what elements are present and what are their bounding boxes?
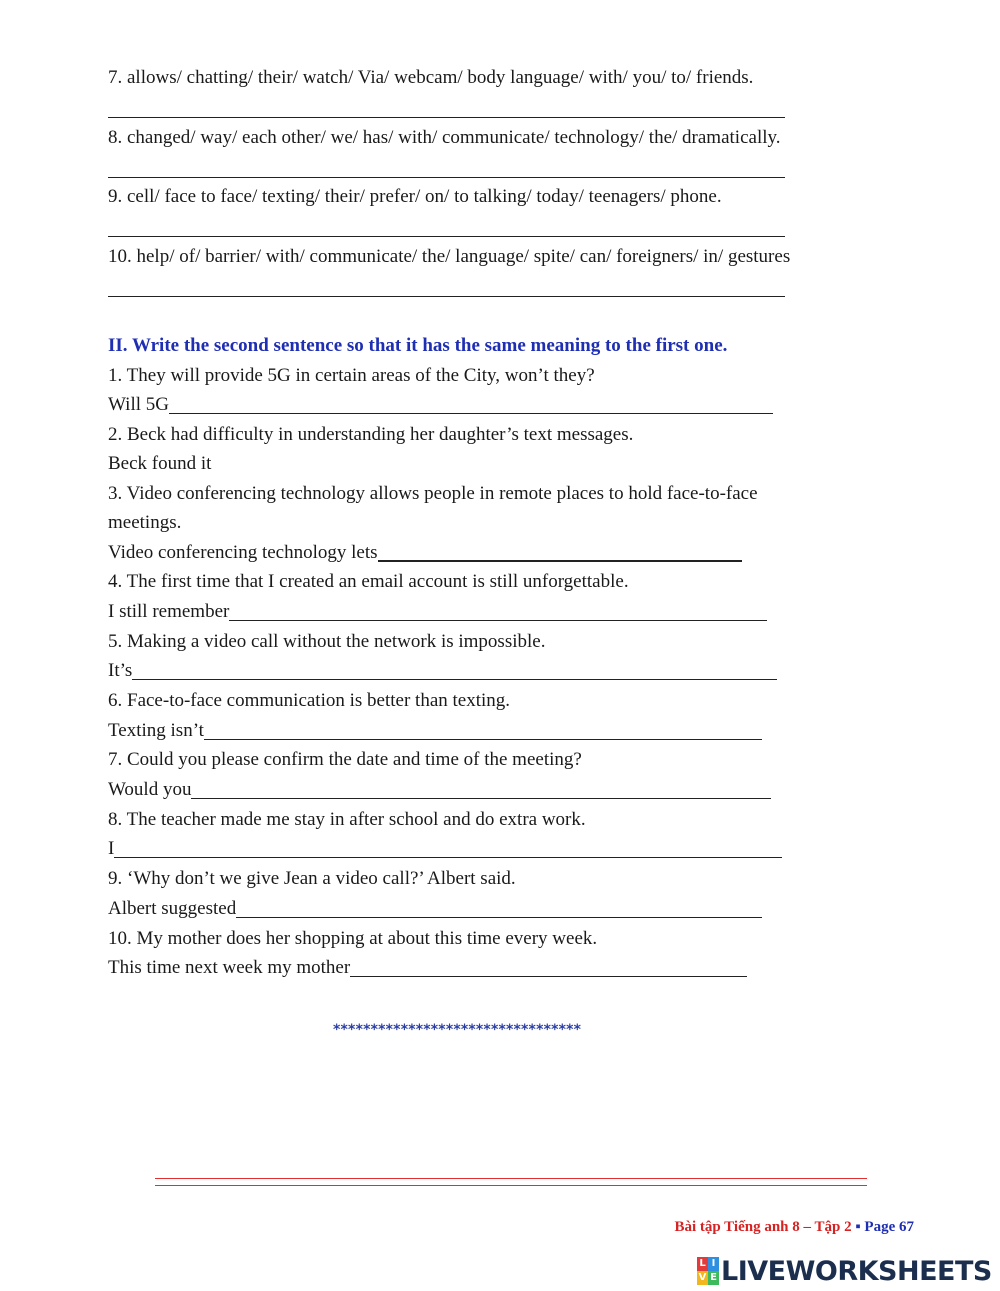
part2-answer-row-4 xyxy=(108,600,767,624)
part2-question-2: 2. Beck had difficulty in understanding her daughter’s text messages. xyxy=(108,424,634,445)
answer-prompt: I xyxy=(108,838,115,859)
brand-name: LIVEWORKSHEETS xyxy=(721,1255,992,1287)
answer-input-7[interactable] xyxy=(191,779,771,799)
logo-letter: I xyxy=(708,1257,719,1271)
logo-letter: E xyxy=(708,1271,719,1285)
part1-answer-line-10[interactable] xyxy=(108,296,785,297)
answer-input-2[interactable] xyxy=(211,453,651,473)
answer-prompt: This time next week my mother xyxy=(108,957,351,978)
answer-input-4[interactable] xyxy=(229,601,767,621)
answer-input-3[interactable] xyxy=(378,541,742,562)
answer-input-6[interactable] xyxy=(204,720,762,740)
part1-item-10: 10. help/ of/ barrier/ with/ communicate/ the/ language/ spite/ can/ foreigners/ in/ gestures xyxy=(108,246,791,267)
answer-prompt: Would you xyxy=(108,779,192,800)
part2-answer-row-9 xyxy=(108,897,762,921)
part2-answer-row-10 xyxy=(108,956,747,980)
footer-divider xyxy=(155,1178,867,1186)
part1-item-8: 8. changed/ way/ each other/ we/ has/ with/ communicate/ technology/ the/ dramatically. xyxy=(108,127,781,148)
answer-prompt: Albert suggested xyxy=(108,898,237,919)
star-separator: ********************************* xyxy=(333,1022,582,1038)
part2-question-7: 7. Could you please confirm the date and time of the meeting? xyxy=(108,749,582,770)
part2-question-3-cont: meetings. xyxy=(108,512,182,533)
part2-question-8: 8. The teacher made me stay in after school and do extra work. xyxy=(108,809,586,830)
part2-answer-row-3 xyxy=(108,541,742,565)
part2-question-4: 4. The first time that I created an email account is still unforgettable. xyxy=(108,571,629,592)
part2-question-9: 9. ‘Why don’t we give Jean a video call?’ Albert said. xyxy=(108,868,516,889)
part1-item-9: 9. cell/ face to face/ texting/ their/ prefer/ on/ to talking/ today/ teenagers/ phone. xyxy=(108,186,722,207)
logo-letter: V xyxy=(698,1272,707,1283)
answer-prompt: Beck found it xyxy=(108,453,212,474)
part1-answer-line-8[interactable] xyxy=(108,177,785,178)
answer-prompt: It’s xyxy=(108,660,133,681)
part2-question-3: 3. Video conferencing technology allows people in remote places to hold face-to-face xyxy=(108,483,758,504)
part2-answer-row-5 xyxy=(108,659,777,683)
footer-page-number: Page 67 xyxy=(864,1219,914,1235)
answer-prompt: Video conferencing technology lets xyxy=(108,542,378,563)
answer-input-8[interactable] xyxy=(114,838,782,858)
part2-answer-row-6 xyxy=(108,719,762,743)
liveworksheets-brand xyxy=(697,1254,992,1288)
part1-answer-line-9[interactable] xyxy=(108,236,785,237)
footer-bullet: ▪ xyxy=(855,1219,861,1235)
answer-input-5[interactable] xyxy=(132,660,777,680)
liveworksheets-logo-icon xyxy=(697,1257,719,1285)
answer-input-10[interactable] xyxy=(350,957,747,977)
part2-answer-row-1 xyxy=(108,393,773,417)
part2-section-title: II. Write the second sentence so that it has the same meaning to the first one. xyxy=(108,335,728,356)
part2-question-6: 6. Face-to-face communication is better than texting. xyxy=(108,690,511,711)
footer-book-title: Bài tập Tiếng anh 8 – Tập 2 xyxy=(674,1219,852,1235)
page-footer xyxy=(674,1219,914,1236)
answer-prompt: Texting isn’t xyxy=(108,720,204,741)
part2-question-5: 5. Making a video call without the network is impossible. xyxy=(108,631,546,652)
part2-question-10: 10. My mother does her shopping at about this time every week. xyxy=(108,928,598,949)
part1-answer-line-7[interactable] xyxy=(108,117,785,118)
part1-item-7: 7. allows/ chatting/ their/ watch/ Via/ webcam/ body language/ with/ you/ to/ friends. xyxy=(108,67,754,88)
logo-letter: L xyxy=(697,1257,708,1271)
answer-input-1[interactable] xyxy=(169,394,773,414)
part2-answer-row-2 xyxy=(108,452,651,476)
part2-answer-row-8 xyxy=(108,837,782,861)
answer-input-9[interactable] xyxy=(236,898,762,918)
answer-prompt: Will 5G xyxy=(108,394,169,415)
answer-prompt: I still remember xyxy=(108,601,230,622)
part2-answer-row-7 xyxy=(108,778,771,802)
part2-question-1: 1. They will provide 5G in certain areas of the City, won’t they? xyxy=(108,365,595,386)
